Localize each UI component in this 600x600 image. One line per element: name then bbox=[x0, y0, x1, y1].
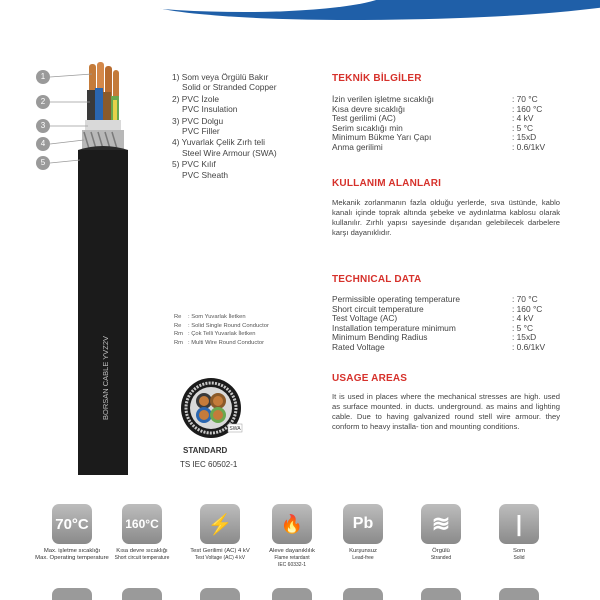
spec-value: : 5 °C bbox=[512, 122, 534, 133]
usage-en-title: USAGE AREAS bbox=[332, 373, 408, 384]
spec-label: Installation temperature minimum bbox=[332, 322, 456, 333]
standard-code: TS IEC 60502-1 bbox=[180, 460, 238, 469]
component-name-tr: 5) PVC Kılıf bbox=[172, 159, 216, 170]
feature-label-en: Flame retardant bbox=[274, 554, 310, 561]
component-item bbox=[172, 72, 332, 93]
legend-row bbox=[174, 330, 269, 339]
component-name-en: PVC Insulation bbox=[182, 104, 238, 115]
partial-icon-tile bbox=[272, 588, 312, 600]
legend-text: : Solid Single Round Conductor bbox=[188, 322, 269, 329]
component-name-tr: 4) Yuvarlak Çelik Zırh teli bbox=[172, 137, 265, 148]
callout-4: 4 bbox=[36, 137, 50, 151]
spec-value: : 15xD bbox=[512, 332, 537, 343]
feature-label-tr: Kurşunsuz bbox=[349, 548, 377, 554]
cross-section-conductor bbox=[213, 410, 223, 420]
thermometer-icon: 70°C bbox=[52, 504, 92, 544]
component-name-en: PVC Sheath bbox=[182, 169, 229, 180]
legend-row bbox=[174, 313, 269, 322]
feature-label bbox=[180, 548, 260, 562]
legend-code: Re bbox=[174, 322, 182, 329]
feature-label-en: Solid bbox=[513, 554, 525, 561]
outer-sheath bbox=[78, 150, 128, 475]
spec-value: : 160 °C bbox=[512, 103, 543, 114]
callout-1: 1 bbox=[36, 70, 50, 84]
component-item bbox=[172, 94, 332, 115]
lead-free-icon: Pb bbox=[343, 504, 383, 544]
usage-en-text: It is used in places where the mechanical stresses are high. used as surface mounted. in ducts. underground. as mains and lighting cable. Due to having galvanized round stell wire armour. they conform to heavy installa- tion and mounting conditions. bbox=[332, 392, 560, 431]
partial-icon-tile bbox=[122, 588, 162, 600]
short-circuit-icon: 160°C bbox=[122, 504, 162, 544]
spec-label: Rated Voltage bbox=[332, 341, 385, 352]
component-list bbox=[172, 72, 332, 181]
feature-label-en: Max. Operating temperature bbox=[35, 554, 109, 561]
spec-label: Anma gerilimi bbox=[332, 141, 383, 152]
feature-label-tr: Som bbox=[512, 548, 526, 554]
technical-en-table bbox=[332, 295, 545, 353]
feature-label-en: Stranded bbox=[430, 554, 452, 561]
cable-cross-section bbox=[176, 376, 246, 440]
legend-text: : Som Yuvarlak İletken bbox=[188, 314, 246, 320]
spec-label: İzin verilen işletme sıcaklığı bbox=[332, 94, 434, 104]
flame-icon: 🔥 bbox=[272, 504, 312, 544]
spec-value: : 0.6/1kV bbox=[512, 341, 546, 352]
spec-value: : 70 °C bbox=[512, 94, 538, 104]
spec-row bbox=[332, 143, 545, 153]
feature-icons-row bbox=[0, 504, 600, 600]
feature-label bbox=[401, 548, 481, 562]
spec-value: : 70 °C bbox=[512, 294, 538, 304]
partial-icon-tile bbox=[200, 588, 240, 600]
usage-tr-title: KULLANIM ALANLARI bbox=[332, 178, 442, 189]
callout-3: 3 bbox=[36, 119, 50, 133]
spec-label: Minimum Bending Radius bbox=[332, 332, 428, 343]
spec-row bbox=[332, 343, 545, 353]
cross-section-filler bbox=[190, 387, 232, 429]
feature-label-tr: Aleve dayanıklılık bbox=[269, 548, 315, 554]
feature-label-tr: Kısa devre sıcaklığı bbox=[116, 548, 168, 554]
callout-5: 5 bbox=[36, 156, 50, 170]
usage-tr-text: Mekanik zorlanmanın fazla olduğu yerlerde, sıva üstünde, kablo kanalı içinde toprak altında şebeke ve aydınlatma kablosu olarak kullanılır. Zırhlı yapısı sayesinde dışarıdan gelebilecek darbelere karşı dayanıklıdır. bbox=[332, 198, 560, 237]
cable-print-text: BORSAN CABLE YVZ2V bbox=[101, 335, 110, 420]
component-name-tr: 1) Som veya Örgülü Bakır bbox=[172, 72, 269, 82]
solid-icon: | bbox=[499, 504, 539, 544]
spec-label: Permissible operating temperature bbox=[332, 294, 461, 304]
spec-value: : 160 °C bbox=[512, 303, 543, 314]
feature-label bbox=[102, 548, 182, 562]
cross-section-conductor bbox=[199, 396, 209, 406]
spec-label: Short circuit temperature bbox=[332, 303, 424, 314]
spec-label: Minimum Bükme Yarı Çapı bbox=[332, 132, 432, 143]
technical-tr-title: TEKNİK BİLGİLER bbox=[332, 73, 422, 84]
legend-row bbox=[174, 322, 269, 331]
component-name-tr: 3) PVC Dolgu bbox=[172, 115, 224, 126]
component-name-en: PVC Filler bbox=[182, 126, 220, 137]
feature-label-tr: Test Gerilimi (AC) 4 kV bbox=[190, 548, 250, 554]
spec-label: Serim sıcaklığı min bbox=[332, 122, 403, 133]
feature-label bbox=[479, 548, 559, 562]
cross-section-conductor bbox=[199, 410, 209, 420]
spec-value: : 15xD bbox=[512, 132, 537, 143]
partial-icon-tile bbox=[52, 588, 92, 600]
feature-label-extra: IEC 60332-1 bbox=[277, 561, 307, 568]
legend-row bbox=[174, 339, 269, 348]
spec-value: : 5 °C bbox=[512, 322, 534, 333]
feature-label-en: Lead-free bbox=[352, 554, 374, 561]
component-name-en: Steel Wire Armour (SWA) bbox=[182, 147, 277, 158]
standard-title: STANDARD bbox=[183, 446, 228, 455]
spec-value: : 4 kV bbox=[512, 113, 534, 124]
legend-text: : Çok Telli Yuvarlak İletken bbox=[188, 331, 256, 338]
spec-label: Kısa devre sıcaklığı bbox=[332, 103, 406, 114]
component-name-en: Solid or Stranded Copper bbox=[182, 82, 277, 93]
spec-value: : 4 kV bbox=[512, 313, 534, 324]
technical-en-title: TECHNICAL DATA bbox=[332, 274, 422, 285]
legend-code: Rm bbox=[174, 331, 184, 338]
legend-code: Rm bbox=[174, 339, 184, 346]
header-band bbox=[0, 0, 600, 28]
legend-code: Re bbox=[174, 314, 182, 320]
stranded-icon: ≋ bbox=[421, 504, 461, 544]
feature-label bbox=[252, 548, 332, 568]
lightning-icon: ⚡ bbox=[200, 504, 240, 544]
legend-text: : Multi Wire Round Conductor bbox=[188, 339, 265, 346]
cross-section-conductor bbox=[213, 396, 223, 406]
feature-label-tr: Örgülü bbox=[432, 548, 450, 554]
partial-icon-tile bbox=[499, 588, 539, 600]
technical-tr-table bbox=[332, 95, 545, 153]
conductor-legend bbox=[174, 313, 269, 347]
component-item bbox=[172, 137, 332, 158]
feature-label-en: Short circuit temperature bbox=[114, 554, 170, 561]
swa-tag-label: SWA bbox=[229, 426, 241, 432]
feature-label-tr: Max. işletme sıcaklığı bbox=[43, 548, 101, 554]
spec-label: Test Voltage (AC) bbox=[332, 313, 398, 324]
component-item bbox=[172, 116, 332, 137]
component-item bbox=[172, 159, 332, 180]
callout-2: 2 bbox=[36, 95, 50, 109]
component-name-tr: 2) PVC İzole bbox=[172, 93, 220, 104]
spec-value: : 0.6/1kV bbox=[512, 141, 546, 152]
partial-icon-tile bbox=[421, 588, 461, 600]
feature-label-en: Test Voltage (AC) 4 kV bbox=[194, 554, 246, 561]
feature-label bbox=[323, 548, 403, 562]
feature-label bbox=[32, 548, 112, 562]
partial-icon-tile bbox=[343, 588, 383, 600]
spec-label: Test gerilimi (AC) bbox=[332, 113, 396, 124]
